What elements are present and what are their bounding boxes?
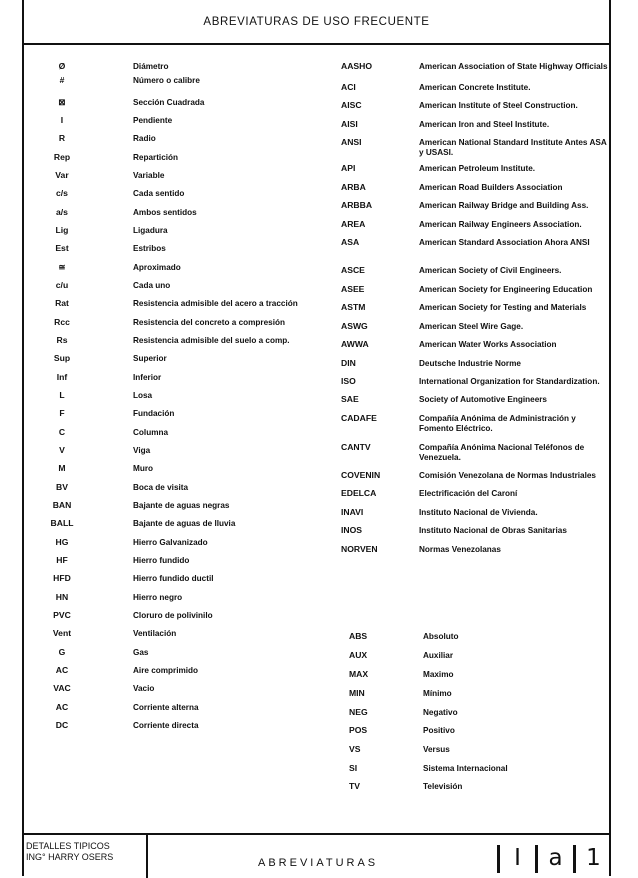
right_list-abbreviation: CADAFE — [341, 413, 377, 423]
right_list-meaning: American Iron and Steel Institute. — [419, 120, 550, 129]
left_list-abbreviation: Rcc — [54, 317, 70, 327]
right_list-abbreviation: AASHO — [341, 61, 373, 71]
right_list-meaning: American Association of State Highway Officials — [419, 62, 608, 71]
left_list-abbreviation: HN — [55, 592, 69, 602]
right_list-meaning: American Railway Bridge and Building Ass. — [419, 201, 589, 210]
left_list-abbreviation: I — [60, 115, 64, 125]
left_list-abbreviation: ≅ — [58, 262, 66, 272]
left_list-meaning: Sección Cuadrada — [133, 98, 205, 107]
left_list-meaning: Bajante de aguas de lluvia — [133, 519, 236, 528]
left_list-meaning: Muro — [133, 464, 154, 473]
right_list-abbreviation: AREA — [341, 219, 366, 229]
right_list-meaning: American Water Works Association — [419, 340, 557, 349]
left_list-abbreviation: Var — [55, 170, 69, 180]
units_list-abbreviation: VS — [349, 744, 361, 754]
right_list-meaning: American Petroleum Institute. — [419, 164, 536, 173]
left_list-abbreviation: # — [59, 75, 65, 85]
left_list-abbreviation: Lig — [55, 225, 69, 235]
left_list-meaning: Resistencia del concreto a compresión — [133, 318, 285, 327]
left_list-abbreviation: c/u — [55, 280, 69, 290]
title-block-author — [22, 835, 148, 878]
title-block-line1: DETALLES TIPICOS — [26, 841, 110, 851]
right_list-meaning: American Society for Engineering Education — [419, 285, 593, 294]
left_list-abbreviation: F — [59, 408, 65, 418]
units_list-abbreviation: NEG — [349, 707, 368, 717]
right_list-abbreviation: ASCE — [341, 265, 365, 275]
units_list-meaning: Absoluto — [423, 632, 459, 641]
left_list-meaning: Vacio — [133, 684, 155, 693]
right_list-meaning: Electrificación del Caroní — [419, 489, 518, 498]
left_list-abbreviation: HF — [56, 555, 68, 565]
right_list-meaning: Instituto Nacional de Obras Sanitarias — [419, 526, 567, 535]
units_list-meaning: Maximo — [423, 670, 454, 679]
left_list-meaning: Diámetro — [133, 62, 169, 71]
right_list-abbreviation: ANSI — [341, 137, 362, 147]
right_list-meaning: Normas Venezolanas — [419, 545, 501, 554]
left_list-abbreviation: PVC — [53, 610, 71, 620]
right_list-abbreviation: SAE — [341, 394, 359, 404]
right_list-abbreviation: CANTV — [341, 442, 371, 452]
right_list-meaning: Compañía Anónima Nacional Teléfonos de Venezuela. — [419, 443, 585, 462]
units_list-meaning: Negativo — [423, 708, 458, 717]
left_list-abbreviation: HG — [55, 537, 69, 547]
left_list-abbreviation: V — [59, 445, 65, 455]
left_list-meaning: Resistencia admisible del suelo a comp. — [133, 336, 290, 345]
left_list-meaning: Repartición — [133, 153, 179, 162]
right_list-abbreviation: ASWG — [341, 321, 368, 331]
left_list-abbreviation: Rat — [55, 298, 69, 308]
right_list-meaning: International Organization for Standardization. — [419, 377, 600, 386]
left_list-meaning: Ambos sentidos — [133, 208, 197, 217]
left_list-abbreviation: L — [59, 390, 65, 400]
right_list-meaning: Comisión Venezolana de Normas Industriales — [419, 471, 596, 480]
left_list-meaning: Viga — [133, 446, 151, 455]
units_list-meaning: Sistema Internacional — [423, 764, 508, 773]
left_list-abbreviation: Inf — [56, 372, 68, 382]
units_list-meaning: Positivo — [423, 726, 455, 735]
left_list-abbreviation: BV — [56, 482, 68, 492]
left_list-meaning: Resistencia admisible del acero a tracción — [133, 299, 298, 308]
units_list-abbreviation: AUX — [349, 650, 368, 660]
left_list-abbreviation: BALL — [50, 518, 74, 528]
right_list-abbreviation: EDELCA — [341, 488, 377, 498]
left_list-abbreviation: R — [58, 133, 66, 143]
left_list-abbreviation: c/s — [56, 188, 68, 198]
right_list-meaning: American National Standard Institute Antes ASA y USASI. — [419, 138, 607, 157]
units_list-abbreviation: SI — [349, 763, 358, 773]
right_list-meaning: Society of Automotive Engineers — [419, 395, 547, 404]
left_list-meaning: Aproximado — [133, 263, 181, 272]
units_list-meaning: Versus — [423, 745, 450, 754]
units_list-abbreviation: MIN — [349, 688, 365, 698]
left_list-meaning: Hierro fundido ductil — [133, 574, 214, 583]
right_list-meaning: American Society of Civil Engineers. — [419, 266, 562, 275]
left_list-meaning: Ligadura — [133, 226, 168, 235]
right_list-abbreviation: AISC — [341, 100, 362, 110]
right_list-abbreviation: ARBA — [341, 182, 366, 192]
right_list-abbreviation: INOS — [341, 525, 363, 535]
left_list-meaning: Hierro Galvanizado — [133, 538, 208, 547]
left_list-abbreviation: Vent — [52, 628, 72, 638]
sheet-code-part-3: 1 — [573, 845, 611, 873]
left_list-abbreviation: Rs — [56, 335, 68, 345]
left_list-abbreviation: Rep — [53, 152, 71, 162]
left_list-meaning: Variable — [133, 171, 165, 180]
left_list-meaning: Pendiente — [133, 116, 173, 125]
left_list-meaning: Boca de visita — [133, 483, 189, 492]
left_list-meaning: Gas — [133, 648, 149, 657]
left_list-meaning: Corriente directa — [133, 721, 199, 730]
right_list-abbreviation: ARBBA — [341, 200, 373, 210]
left_list-abbreviation: M — [58, 463, 66, 473]
right_list-abbreviation: ASEE — [341, 284, 365, 294]
right_list-meaning: American Road Builders Association — [419, 183, 563, 192]
left_list-abbreviation: Est — [55, 243, 69, 253]
units_list-meaning: Televisión — [423, 782, 463, 791]
right_list-meaning: American Standard Association Ahora ANSI — [419, 238, 590, 247]
right_list-abbreviation: COVENIN — [341, 470, 381, 480]
left_list-meaning: Cloruro de polivinilo — [133, 611, 213, 620]
sheet-name: ABREVIATURAS — [258, 857, 379, 869]
right_list-abbreviation: ASA — [341, 237, 360, 247]
sheet-code-part-1: I — [497, 845, 535, 873]
left_list-meaning: Cada sentido — [133, 189, 185, 198]
right_list-meaning: American Steel Wire Gage. — [419, 322, 524, 331]
left_list-abbreviation: DC — [55, 720, 69, 730]
left_list-meaning: Estribos — [133, 244, 166, 253]
left_list-meaning: Hierro fundido — [133, 556, 190, 565]
units_list-abbreviation: MAX — [349, 669, 369, 679]
units_list-meaning: Auxiliar — [423, 651, 454, 660]
left_list-meaning: Fundación — [133, 409, 175, 418]
left_list-meaning: Hierro negro — [133, 593, 183, 602]
right_list-meaning: American Railway Engineers Association. — [419, 220, 582, 229]
right_list-meaning: Deutsche Industrie Norme — [419, 359, 521, 368]
left_list-meaning: Ventilación — [133, 629, 177, 638]
left_list-abbreviation: C — [58, 427, 66, 437]
left_list-meaning: Radio — [133, 134, 156, 143]
left_list-abbreviation: HFD — [53, 573, 71, 583]
left_list-meaning: Bajante de aguas negras — [133, 501, 230, 510]
right_list-abbreviation: DIN — [341, 358, 356, 368]
left_list-abbreviation: G — [58, 647, 66, 657]
left_list-meaning: Losa — [133, 391, 153, 400]
right_list-abbreviation: ASTM — [341, 302, 366, 312]
page-title: ABREVIATURAS DE USO FRECUENTE — [22, 0, 611, 45]
units_list-meaning: Mínimo — [423, 689, 452, 698]
left_list-abbreviation: ⊠ — [58, 97, 66, 107]
units_list-abbreviation: POS — [349, 725, 368, 735]
left_list-abbreviation: a/s — [56, 207, 68, 217]
right_list-meaning: American Concrete Institute. — [419, 83, 531, 92]
title-block-line2: ING° HARRY OSERS — [26, 852, 114, 862]
left_list-abbreviation: BAN — [52, 500, 72, 510]
left_list-meaning: Cada uno — [133, 281, 171, 290]
right_list-meaning: American Society for Testing and Materials — [419, 303, 587, 312]
left_list-meaning: Superior — [133, 354, 167, 363]
left_list-abbreviation: VAC — [53, 683, 71, 693]
right_list-abbreviation: AWWA — [341, 339, 369, 349]
right_list-meaning: Instituto Nacional de Vivienda. — [419, 508, 538, 517]
right_list-abbreviation: NORVEN — [341, 544, 378, 554]
left_list-meaning: Corriente alterna — [133, 703, 199, 712]
left_list-abbreviation: Ø — [58, 61, 66, 71]
left_list-meaning: Número o calibre — [133, 76, 200, 85]
right_list-abbreviation: AISI — [341, 119, 358, 129]
right_list-meaning: Compañía Anónima de Administración y Fomento Eléctrico. — [419, 414, 576, 433]
right_list-meaning: American Institute of Steel Construction. — [419, 101, 578, 110]
left_list-abbreviation: AC — [55, 702, 69, 712]
right_list-abbreviation: INAVI — [341, 507, 364, 517]
right_list-abbreviation: ACI — [341, 82, 356, 92]
left_list-abbreviation: AC — [55, 665, 69, 675]
left_list-abbreviation: Sup — [53, 353, 71, 363]
sheet-code-part-2: a — [535, 845, 573, 873]
right_list-abbreviation: ISO — [341, 376, 356, 386]
units_list-abbreviation: ABS — [349, 631, 368, 641]
left_list-meaning: Inferior — [133, 373, 162, 382]
left_list-meaning: Aire comprimido — [133, 666, 199, 675]
units_list-abbreviation: TV — [349, 781, 360, 791]
right_list-abbreviation: API — [341, 163, 356, 173]
left_list-meaning: Columna — [133, 428, 169, 437]
title-block — [22, 833, 611, 876]
